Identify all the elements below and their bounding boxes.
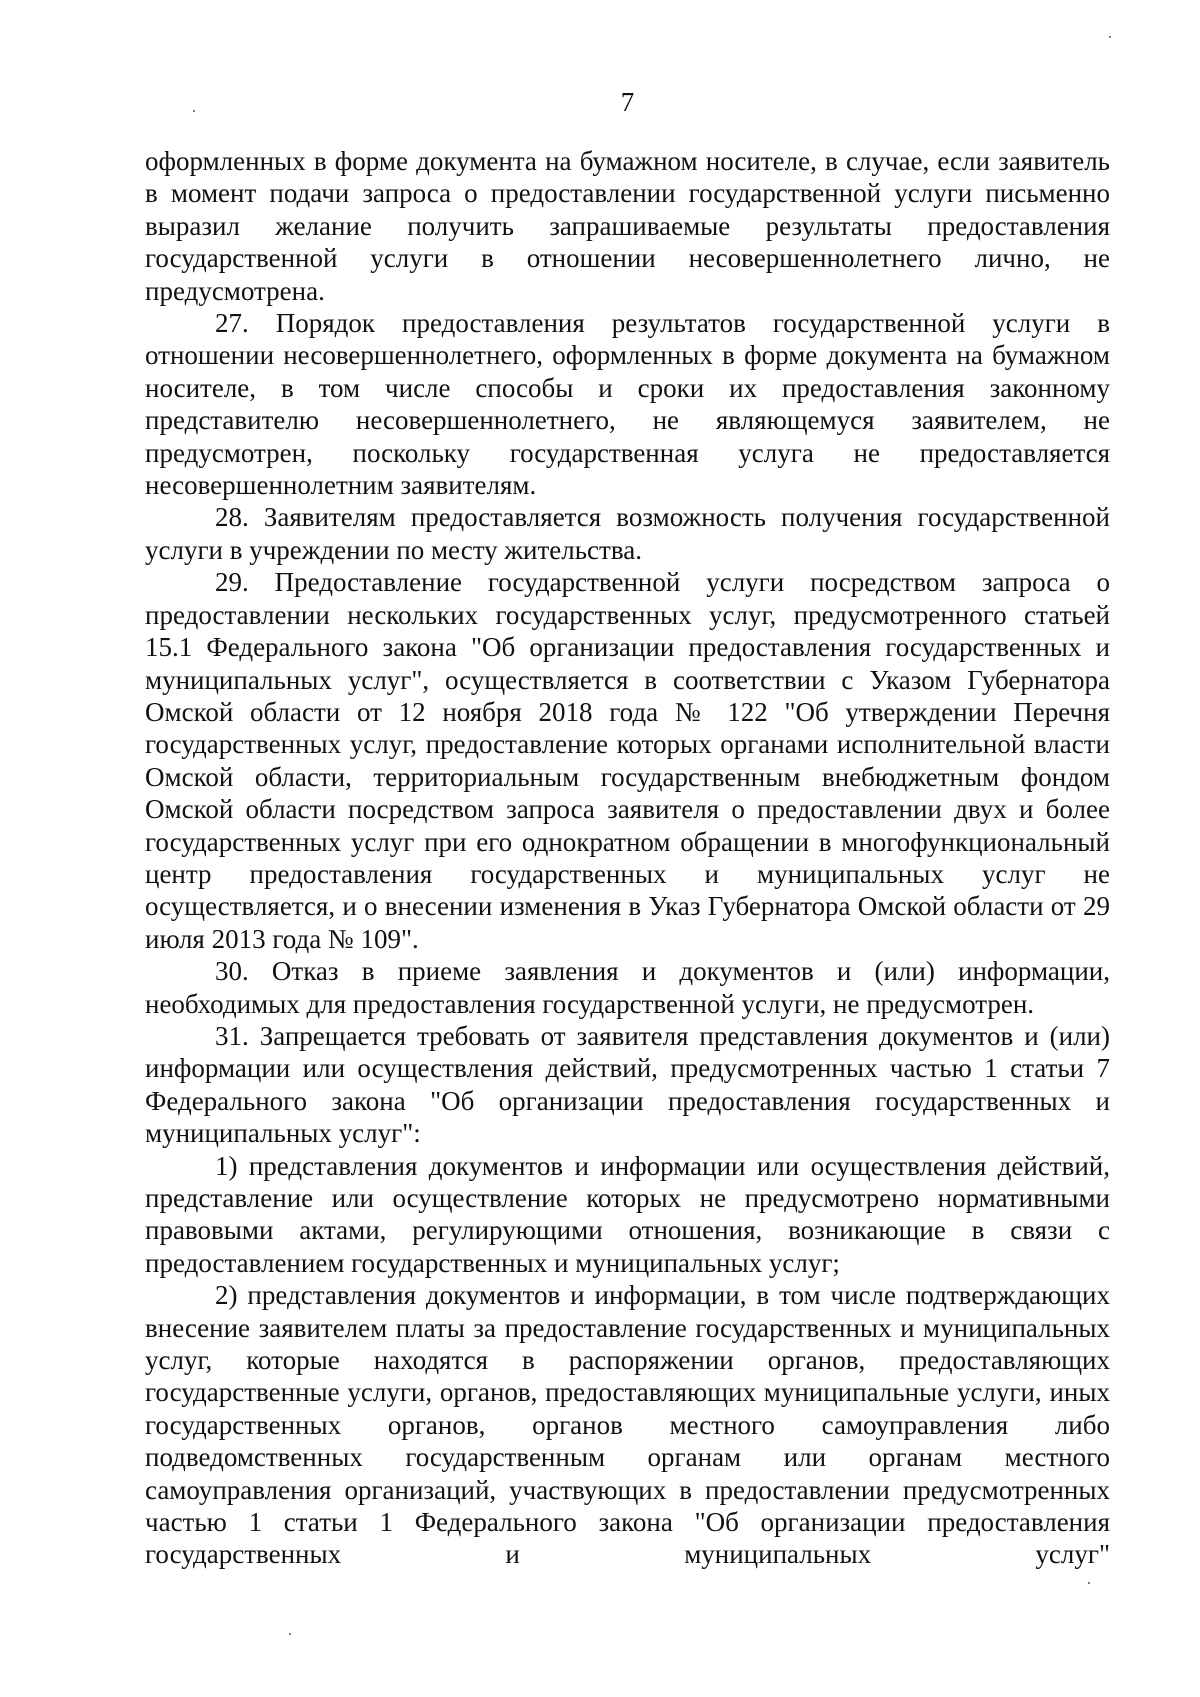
- scan-speck: [1088, 1582, 1090, 1584]
- scan-speck: [1109, 36, 1111, 38]
- scan-speck: [289, 1633, 291, 1635]
- list-item-1: 1) представления документов и информации или осуществления действий, представление или осуществление которых не предусмотрено нормативными правовыми актами, регулирующими отношения, возникающие в связи с предоставлением государственных и муниципальных услуг;: [145, 1150, 1110, 1278]
- paragraph-30: 30. Отказ в приеме заявления и документов и (или) информации, необходимых для предоставления государственной услуги, не предусмотрен.: [145, 956, 1110, 1019]
- paragraph-29: 29. Предоставление государственной услуги посредством запроса о предоставлении нескольких государственных услуг, предусмотренного статьей 15.1 Федерального закона "Об организации предоставления государственных и муниципальных услуг", осуществляется в соответствии с Указом Губернатора Омской области от 12 ноября 2018 года № 122 "Об утверждении Перечня государственных услуг, предоставление которых органами исполнительной власти Омской области, территориальным государственным внебюджетным фондом Омской области посредством запроса заявителя о предоставлении двух и более государственных услуг при его однократном обращении в многофункциональный центр предоставления государственных и муниципальных услуг не осуществляется, и о внесении изменения в Указ Губернатора Омской области от 29 июля 2013 года № 109".: [145, 567, 1110, 954]
- scan-speck: [193, 110, 195, 112]
- paragraph-continuation: оформленных в форме документа на бумажном носителе, в случае, если заявитель в момент подачи запроса о предоставлении государственной услуги письменно выразил желание получить запрашиваемые результаты предоставления государственной услуги в отношении несовершеннолетнего лично, не предусмотрена.: [145, 146, 1110, 306]
- document-body: [145, 145, 1110, 1571]
- list-item-2: 2) представления документов и информации, в том числе подтверждающих внесение заявителем платы за предоставление государственных и муниципальных услуг, которые находятся в распоряжении органов, предоставляющих государственные услуги, органов, предоставляющих муниципальные услуги, иных государственных органов, органов местного самоуправления либо подведомственных государственным органам или органам местного самоуправления организаций, участвующих в предоставлении предусмотренных частью 1 статьи 1 Федерального закона "Об организации предоставления государственных и муниципальных услуг": [145, 1280, 1110, 1570]
- paragraph-27: 27. Порядок предоставления результатов государственной услуги в отношении несовершеннолетнего, оформленных в форме документа на бумажном носителе, в том числе способы и сроки их предоставления законному представителю несовершеннолетнего, не являющемуся заявителем, не предусмотрен, поскольку государственная услуга не предоставляется несовершеннолетним заявителям.: [145, 308, 1110, 501]
- paragraph-31: 31. Запрещается требовать от заявителя представления документов и (или) информации или осуществления действий, предусмотренных частью 1 статьи 7 Федерального закона "Об организации предоставления государственных и муниципальных услуг":: [145, 1020, 1110, 1149]
- paragraph-28: 28. Заявителям предоставляется возможность получения государственной услуги в учреждении по месту жительства.: [145, 502, 1110, 565]
- page-number: 7: [620, 87, 635, 117]
